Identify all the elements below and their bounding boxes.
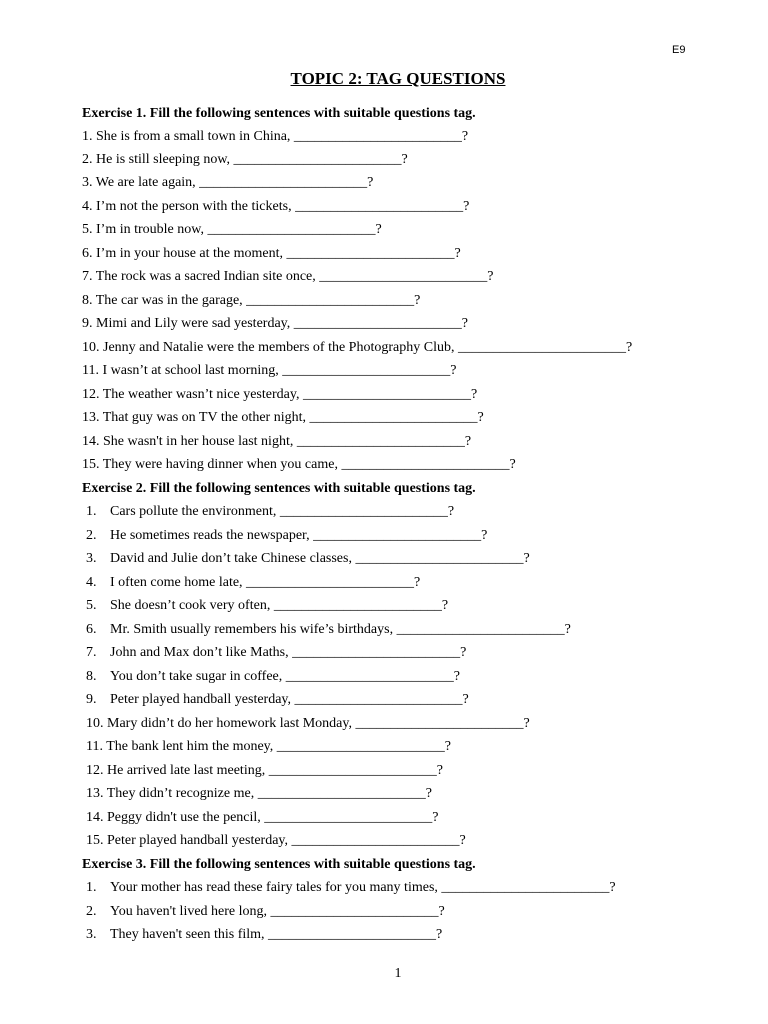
page-code: E9 bbox=[672, 44, 686, 56]
exercise-2-item: 10. Mary didn’t do her homework last Monday, ________________________? bbox=[86, 716, 530, 731]
item-number: 4. bbox=[86, 575, 97, 590]
exercise-2-item bbox=[86, 598, 448, 614]
item-number: 1. bbox=[86, 880, 97, 895]
item-number: 3. bbox=[86, 927, 97, 942]
exercise-3-item bbox=[86, 880, 616, 896]
item-number: 2. bbox=[86, 904, 97, 919]
item-number: 7. bbox=[86, 645, 97, 660]
exercise-1-item: 10. Jenny and Natalie were the members of the Photography Club, ________________________? bbox=[82, 340, 633, 355]
exercise-2-item bbox=[86, 669, 460, 685]
item-number: 1. bbox=[86, 504, 97, 519]
exercise-2-item bbox=[86, 504, 454, 520]
item-text: You haven't lived here long, ________________________? bbox=[110, 904, 445, 919]
exercise-2-item: 15. Peter played handball yesterday, ________________________? bbox=[86, 833, 466, 848]
exercise-2-item bbox=[86, 551, 530, 567]
item-text: She doesn’t cook very often, ________________________? bbox=[110, 598, 449, 613]
item-number: 8. bbox=[86, 669, 97, 684]
exercise-2-item bbox=[86, 575, 420, 591]
exercise-2-item: 12. He arrived late last meeting, ________________________? bbox=[86, 763, 443, 778]
exercise-1-item: 2. He is still sleeping now, ________________________? bbox=[82, 152, 408, 167]
item-text: Mr. Smith usually remembers his wife’s birthdays, ________________________? bbox=[110, 622, 571, 637]
exercise-1-item: 9. Mimi and Lily were sad yesterday, ________________________? bbox=[82, 316, 468, 331]
item-number: 5. bbox=[86, 598, 97, 613]
exercise-1-item: 12. The weather wasn’t nice yesterday, ________________________? bbox=[82, 387, 478, 402]
item-text: David and Julie don’t take Chinese classes, ________________________? bbox=[110, 551, 530, 566]
page-title: TOPIC 2: TAG QUESTIONS bbox=[290, 69, 506, 88]
exercise-1-item: 7. The rock was a sacred Indian site once, ________________________? bbox=[82, 269, 494, 284]
item-number: 6. bbox=[86, 622, 97, 637]
exercise-1-item: 6. I’m in your house at the moment, ________________________? bbox=[82, 246, 461, 261]
exercise-1-item: 3. We are late again, ________________________? bbox=[82, 175, 374, 190]
exercise-1-heading: Exercise 1. Fill the following sentences with suitable questions tag. bbox=[82, 106, 476, 121]
exercise-1-item: 5. I’m in trouble now, ________________________? bbox=[82, 222, 382, 237]
exercise-2-item bbox=[86, 528, 487, 544]
item-number: 9. bbox=[86, 692, 97, 707]
exercise-3-item bbox=[86, 904, 445, 920]
exercise-2-item: 11. The bank lent him the money, ________________________? bbox=[86, 739, 451, 754]
exercise-2-item: 14. Peggy didn't use the pencil, ________________________? bbox=[86, 810, 439, 825]
exercise-2-item bbox=[86, 692, 469, 708]
item-text: Peter played handball yesterday, ________________________? bbox=[110, 692, 469, 707]
exercise-3-item bbox=[86, 927, 442, 943]
exercise-1-item: 15. They were having dinner when you came, ________________________? bbox=[82, 457, 516, 472]
exercise-1-item: 11. I wasn’t at school last morning, ________________________? bbox=[82, 363, 457, 378]
exercise-2-item bbox=[86, 645, 466, 661]
item-text: John and Max don’t like Maths, ________________________? bbox=[110, 645, 467, 660]
exercise-2-item bbox=[86, 622, 571, 638]
item-text: He sometimes reads the newspaper, ________________________? bbox=[110, 528, 488, 543]
exercise-3-heading: Exercise 3. Fill the following sentences with suitable questions tag. bbox=[82, 857, 476, 872]
exercise-2-heading: Exercise 2. Fill the following sentences with suitable questions tag. bbox=[82, 481, 476, 496]
exercise-1-item: 4. I’m not the person with the tickets, ________________________? bbox=[82, 199, 470, 214]
item-text: They haven't seen this film, ________________________? bbox=[110, 927, 443, 942]
item-text: Cars pollute the environment, ________________________? bbox=[110, 504, 455, 519]
item-text: You don’t take sugar in coffee, ________________________? bbox=[110, 669, 460, 684]
exercise-1-item: 14. She wasn't in her house last night, ________________________? bbox=[82, 434, 472, 449]
exercise-1-item: 1. She is from a small town in China, ________________________? bbox=[82, 129, 469, 144]
item-text: I often come home late, ________________________? bbox=[110, 575, 421, 590]
exercise-1-item: 13. That guy was on TV the other night, ________________________? bbox=[82, 410, 484, 425]
exercise-1-item: 8. The car was in the garage, ________________________? bbox=[82, 293, 421, 308]
item-text: Your mother has read these fairy tales for you many times, ________________________? bbox=[110, 880, 616, 895]
item-number: 3. bbox=[86, 551, 97, 566]
page-number: 1 bbox=[394, 966, 402, 981]
item-number: 2. bbox=[86, 528, 97, 543]
exercise-2-item: 13. They didn’t recognize me, ________________________? bbox=[86, 786, 432, 801]
